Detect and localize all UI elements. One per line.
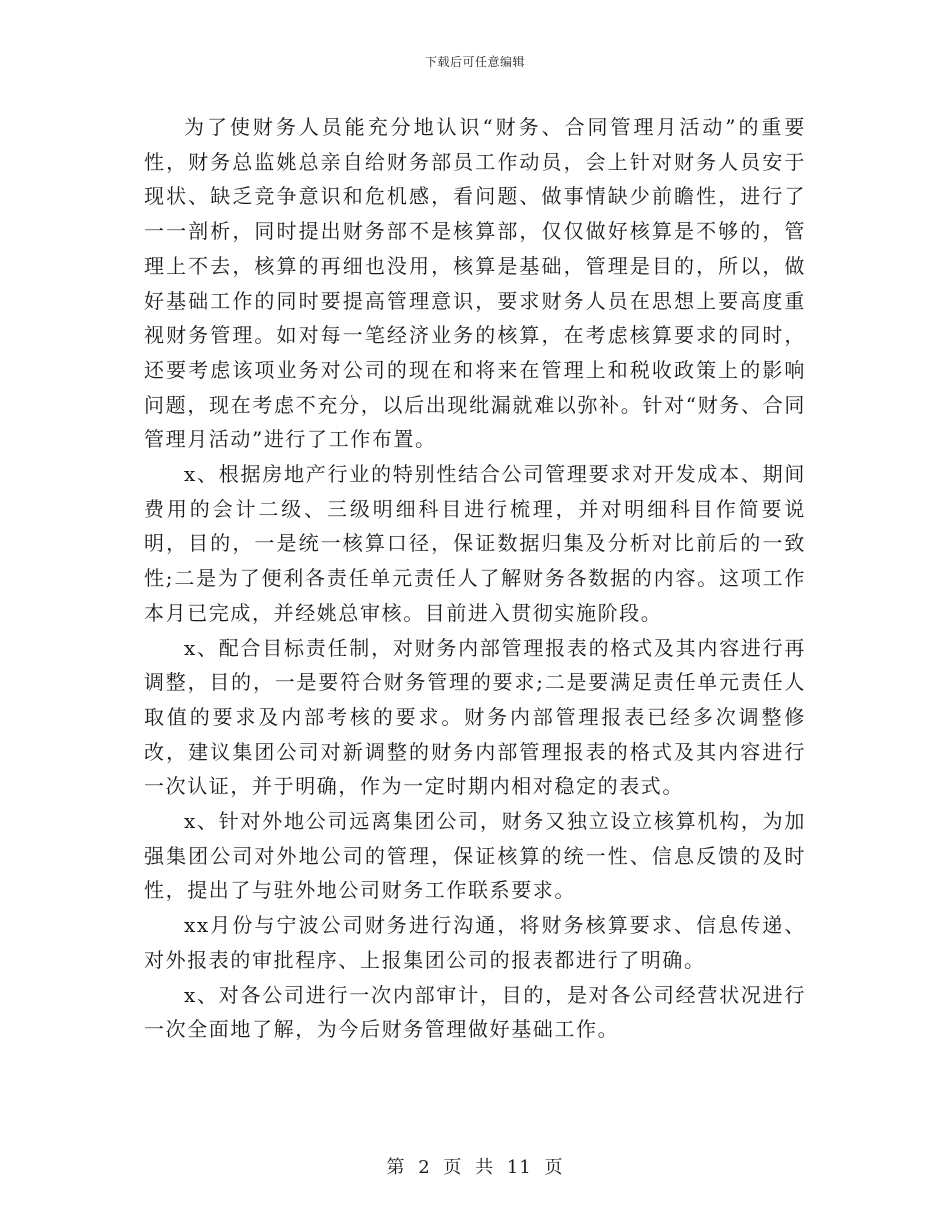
document-body	[144, 110, 806, 1047]
paragraph: x、配合目标责任制，对财务内部管理报表的格式及其内容进行再调整，目的，一是要符合财务管理的要求;二是要满足责任单元责任人取值的要求及内部考核的要求。财务内部管理报表已经多次调整修改，建议集团公司对新调整的财务内部管理报表的格式及其内容进行一次认证，并于明确，作为一定时期内相对稳定的表式。	[144, 635, 806, 799]
paragraph: x、根据房地产行业的特别性结合公司管理要求对开发成本、期间费用的会计二级、三级明细科目进行梳理，并对明细科目作简要说明，目的，一是统一核算口径，保证数据归集及分析对比前后的一致性;二是为了便利各责任单元责任人了解财务各数据的内容。这项工作本月已完成，并经姚总审核。目前进入贯彻实施阶段。	[144, 462, 806, 625]
page-number: 第 2 页 共 11 页	[386, 1157, 564, 1178]
paragraph: x、针对外地公司远离集团公司，财务又独立设立核算机构，为加强集团公司对外地公司的管理，保证核算的统一性、信息反馈的及时性，提出了与驻外地公司财务工作联系要求。	[144, 809, 806, 903]
paragraph: x、对各公司进行一次内部审计，目的，是对各公司经营状况进行一次全面地了解，为今后财务管理做好基础工作。	[144, 982, 806, 1042]
page-header: 下载后可任意编辑	[424, 55, 525, 69]
paragraph: 为了使财务人员能充分地认识“财务、合同管理月活动”的重要性，财务总监姚总亲自给财务部员工作动员，会上针对财务人员安于现状、缺乏竞争意识和危机感，看问题、做事情缺少前瞻性，进行了一一剖析，同时提出财务部不是核算部，仅仅做好核算是不够的，管理上不去，核算的再细也没用，核算是基础，管理是目的，所以，做好基础工作的同时要提高管理意识，要求财务人员在思想上要高度重视财务管理。如对每一笔经济业务的核算，在考虑核算要求的同时，还要考虑该项业务对公司的现在和将来在管理上和税收政策上的影响问题，现在考虑不充分，以后出现纰漏就难以弥补。针对“财务、合同管理月活动”进行了工作布置。	[144, 115, 806, 452]
paragraph: xx月份与宁波公司财务进行沟通，将财务核算要求、信息传递、对外报表的审批程序、上报集团公司的报表都进行了明确。	[144, 913, 806, 972]
